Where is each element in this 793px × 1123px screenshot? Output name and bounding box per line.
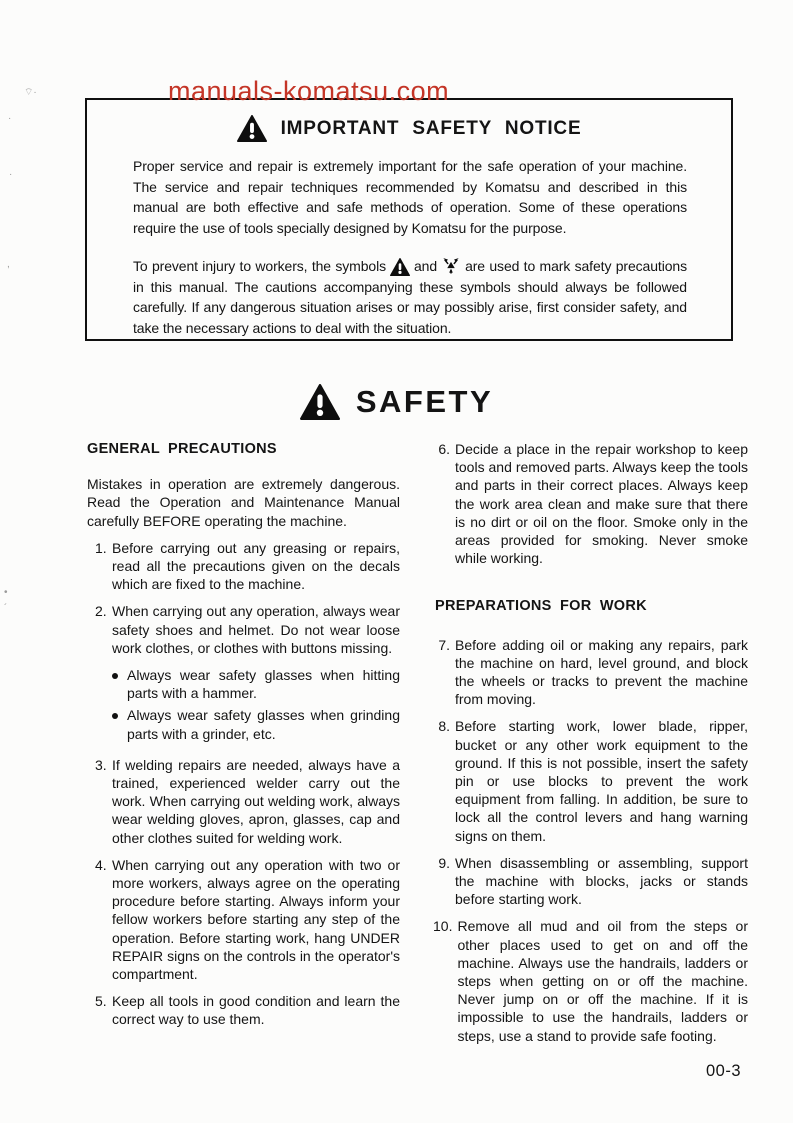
- list-item-2: [85, 602, 400, 746]
- item-number: 3.: [95, 756, 107, 773]
- item-number: 1.: [95, 539, 107, 556]
- general-precautions-intro: Mistakes in operation are extremely dangerous. Read the Operation and Maintenance Manual carefully BEFORE operating the machine.: [87, 476, 400, 529]
- preparations-for-work-heading: PREPARATIONS FOR WORK: [435, 598, 647, 615]
- bullet-item: [112, 666, 400, 702]
- list-item-4: [85, 856, 400, 983]
- notice-title: IMPORTANT SAFETY NOTICE: [280, 117, 582, 139]
- warning-triangle-icon: [237, 115, 267, 142]
- item-text: Decide a place in the repair workshop to keep tools and removed parts. Always keep the tools and parts in their correct places. Always keep the work area clean and make sure that there is no dirt or oil on the floor. Smoke only in the areas provided for smoking. Never smoke while working.: [455, 441, 748, 567]
- list-item-7: [433, 636, 748, 709]
- list-item-9: [433, 854, 748, 909]
- item-number: 7.: [438, 636, 450, 653]
- scan-artifact: ·: [8, 113, 12, 124]
- bullet-dot: [112, 673, 118, 679]
- list-item-8: [433, 717, 748, 844]
- item-number: 8.: [438, 718, 450, 735]
- item-text: Keep all tools in good condition and learn the correct way to use them.: [112, 993, 400, 1028]
- safety-notice-box: [85, 98, 733, 341]
- notice-paragraph-2-post: are used to mark safety precautions in this manual. The cautions accompanying these symbols should always be followed carefully. If any dangerous situation arises or may possibly arise, first consider safety, and take the necessary actions to deal with the situation.: [133, 258, 687, 336]
- item-number: 5.: [95, 993, 107, 1010]
- item-number: 9.: [438, 854, 450, 871]
- list-item-5: [85, 992, 400, 1028]
- scan-artifact: ´: [4, 603, 8, 614]
- item-text: When disassembling or assembling, support the machine with blocks, jacks or stands before starting work.: [455, 854, 748, 908]
- item-number: 2.: [95, 603, 107, 620]
- bullet-dot: [112, 713, 118, 719]
- item-number: 4.: [95, 856, 107, 873]
- item-number: 10.: [433, 918, 453, 935]
- content-columns: [85, 440, 749, 1054]
- safety-heading: [0, 384, 793, 420]
- list-item-3: [85, 756, 400, 847]
- item-text: Before carrying out any greasing or repairs, read all the precautions given on the decals which are fixed to the machine.: [112, 539, 400, 593]
- right-column: [433, 440, 748, 1054]
- notice-paragraph-2-and: and: [414, 258, 438, 274]
- list-item-6: [433, 440, 748, 567]
- item-2-bullets: [112, 666, 400, 743]
- scan-artifact: ,: [7, 259, 10, 270]
- scan-artifact: ·: [9, 169, 13, 180]
- notice-title-row: [87, 115, 731, 142]
- bullet-item: [112, 706, 400, 742]
- safety-title: SAFETY: [355, 384, 494, 419]
- item-number: 6.: [438, 441, 450, 457]
- item-text: When carrying out any operation, always wear safety shoes and helmet. Do not wear loose work clothes, or clothes with buttons missing.: [112, 603, 400, 656]
- item-text: Remove all mud and oil from the steps or other places used to get on and off the machine. Always use the handrails, ladders or steps when getting on or off the machine. Never jump on or off the machine. If it is impossible to use the handrails, ladders or steps, use a stand to provide safe footing.: [457, 918, 748, 1044]
- list-item-10: [433, 917, 748, 1044]
- bullet-text: Always wear safety glasses when grinding parts with a grinder, etc.: [127, 707, 400, 742]
- warning-triangle-icon: [390, 258, 410, 276]
- notice-paragraph-2: [133, 256, 687, 338]
- warning-triangle-icon: [300, 384, 340, 420]
- general-precautions-heading: GENERAL PRECAUTIONS: [87, 441, 277, 457]
- scan-artifact: •: [4, 587, 8, 598]
- item-text: When carrying out any operation with two or more workers, always agree on the operating procedure before starting. Always inform your fellow workers before starting any step of the operation. Before starting work, hang UNDER REPAIR signs on the controls in the operator's compartment.: [112, 856, 400, 983]
- item-text: Before starting work, lower blade, ripper, bucket or any other work equipment to the ground. If this is not possible, insert the safety pin or use blocks to prevent the work equipment from falling. In addition, be sure to lock all the control levers and hang warning signs on them.: [455, 718, 748, 844]
- watermark-link[interactable]: manuals-komatsu.com: [168, 76, 450, 106]
- item-text: Before adding oil or making any repairs, park the machine on hard, level ground, and block the wheels or tracks to prevent the machine from moving.: [455, 636, 748, 708]
- list-item-1: [85, 539, 400, 594]
- notice-paragraph-1: Proper service and repair is extremely important for the safe operation of your machine. The service and repair techniques recommended by Komatsu and described in this manual are both effective and safe methods of operation. Some of these operations require the use of tools specially designed by Komatsu for the purpose.: [133, 158, 687, 236]
- notice-paragraph-2-pre: To prevent injury to workers, the symbols: [133, 258, 386, 274]
- left-column: [85, 440, 400, 1054]
- item-text: If welding repairs are needed, always have a trained, experienced welder carry out the work. When carrying out welding work, always wear welding gloves, apron, glasses, cap and other clothes suited for welding work.: [112, 756, 400, 846]
- page-number: 00-3: [705, 1062, 741, 1080]
- flying-object-hazard-icon: [441, 256, 461, 276]
- bullet-text: Always wear safety glasses when hitting parts with a hammer.: [127, 667, 400, 702]
- scan-artifact: ⌔·: [24, 87, 37, 98]
